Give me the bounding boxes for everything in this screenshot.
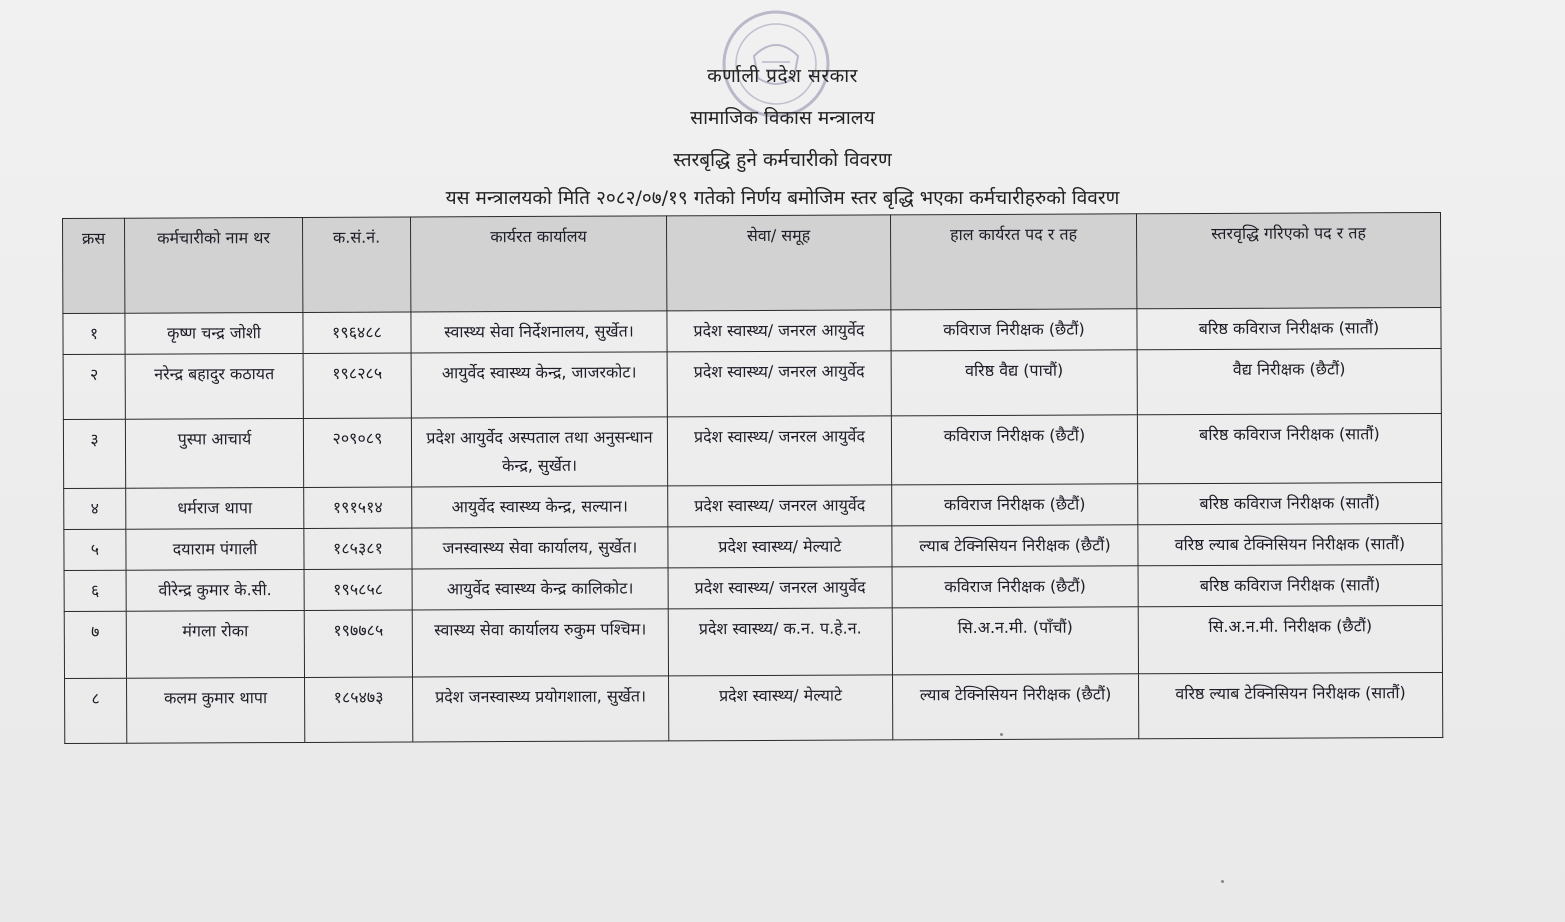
cell-name: कलम कुमार थापा: [127, 677, 305, 743]
cell-service-group: प्रदेश स्वास्थ्य/ जनरल आयुर्वेद: [668, 567, 892, 609]
cell-promoted-post: वैद्य निरीक्षक (छैटौं): [1137, 348, 1441, 414]
cell-promoted-post: बरिष्ठ कविराज निरीक्षक (सातौं): [1138, 482, 1442, 524]
header-ministry: सामाजिक विकास मन्त्रालय: [690, 107, 875, 129]
cell-employee-number: १८५३८१: [304, 528, 412, 569]
cell-employee-number: २०९०८९: [303, 418, 411, 487]
cell-employee-number: १९७७८५: [304, 610, 412, 677]
header-government: कर्णाली प्रदेश सरकार: [707, 65, 858, 87]
cell-service-group: प्रदेश स्वास्थ्य/ जनरल आयुर्वेद: [667, 416, 891, 486]
column-header-current-post: हाल कार्यरत पद र तह: [890, 214, 1136, 310]
table-row: [63, 307, 1441, 354]
cell-name: पुस्पा आचार्य: [125, 418, 303, 488]
cell-employee-number: १९१५१४: [304, 487, 412, 528]
table-row: [64, 482, 1442, 529]
paper-speck: [1221, 880, 1224, 883]
cell-employee-number: १९६४८८: [303, 312, 411, 353]
cell-name: दयाराम पंगाली: [126, 528, 304, 570]
table-row: [64, 564, 1442, 611]
column-header-serial: क्रस: [63, 218, 125, 313]
cell-promoted-post: वरिष्ठ ल्याब टेक्निसियन निरीक्षक (सातौं): [1138, 523, 1442, 565]
cell-serial: ८: [65, 678, 127, 743]
cell-office: आयुर्वेद स्वास्थ्य केन्द्र, सल्यान।: [412, 486, 668, 528]
cell-current-post: कविराज निरीक्षक (छैटौं): [892, 566, 1138, 608]
cell-serial: ५: [64, 529, 126, 570]
cell-office: आयुर्वेद स्वास्थ्य केन्द्र कालिकोट।: [412, 568, 668, 610]
cell-office: प्रदेश आयुर्वेद अस्पताल तथा अनुसन्धान केन्द्र, सुर्खेत।: [411, 417, 667, 487]
cell-office: स्वास्थ्य सेवा कार्यालय रुकुम पश्चिम।: [412, 609, 668, 677]
cell-service-group: प्रदेश स्वास्थ्य/ जनरल आयुर्वेद: [667, 310, 891, 352]
cell-current-post: कविराज निरीक्षक (छैटौं): [892, 484, 1138, 526]
cell-current-post: कविराज निरीक्षक (छैटौं): [891, 309, 1137, 351]
promotion-table: [62, 212, 1443, 744]
cell-serial: १: [63, 313, 125, 354]
cell-office: स्वास्थ्य सेवा निर्देशनालय, सुर्खेत।: [411, 311, 667, 353]
table-row: [63, 348, 1441, 419]
column-header-service-group: सेवा/ समूह: [666, 215, 890, 311]
cell-serial: ७: [64, 611, 126, 678]
cell-serial: ४: [64, 488, 126, 529]
cell-current-post: सि.अ.न.मी. (पाँचौं): [892, 607, 1138, 675]
cell-office: जनस्वास्थ्य सेवा कार्यालय, सुर्खेत।: [412, 527, 668, 569]
paper-speck: [1000, 733, 1003, 736]
cell-current-post: ल्याब टेक्निसियन निरीक्षक (छैटौं): [893, 674, 1139, 740]
cell-current-post: कविराज निरीक्षक (छैटौं): [891, 415, 1137, 485]
cell-employee-number: १८५४७३: [305, 677, 413, 742]
cell-service-group: प्रदेश स्वास्थ्य/ जनरल आयुर्वेद: [667, 351, 891, 417]
cell-serial: ६: [64, 570, 126, 611]
table-row: [64, 523, 1442, 570]
cell-office: प्रदेश जनस्वास्थ्य प्रयोगशाला, सुर्खेत।: [413, 676, 669, 742]
table-row: [63, 413, 1441, 488]
cell-service-group: प्रदेश स्वास्थ्य/ जनरल आयुर्वेद: [668, 485, 892, 527]
table-row: [64, 605, 1442, 678]
cell-service-group: प्रदेश स्वास्थ्य/ मेल्याटे: [669, 675, 893, 741]
column-header-employee-number: क.सं.नं.: [302, 217, 410, 312]
column-header-office: कार्यरत कार्यालय: [410, 216, 666, 312]
cell-promoted-post: बरिष्ठ कविराज निरीक्षक (सातौं): [1137, 413, 1441, 483]
table-row: [65, 672, 1443, 743]
cell-promoted-post: वरिष्ठ ल्याब टेक्निसियन निरीक्षक (सातौं): [1138, 672, 1442, 738]
cell-serial: ३: [63, 419, 125, 488]
column-header-name: कर्मचारीको नाम थर: [125, 217, 303, 313]
cell-name: कृष्ण चन्द्र जोशी: [125, 312, 303, 354]
cell-name: मंगला रोका: [126, 610, 304, 678]
column-header-promoted-post: स्तरवृद्धि गरिएको पद र तह: [1136, 212, 1440, 308]
cell-employee-number: १९८२८५: [303, 353, 411, 418]
header-title: स्तरबृद्धि हुने कर्मचारीको विवरण: [673, 149, 892, 171]
cell-serial: २: [63, 354, 125, 419]
cell-name: धर्मराज थापा: [126, 487, 304, 529]
cell-name: वीरेन्द्र कुमार के.सी.: [126, 569, 304, 611]
promotion-table-container: [62, 212, 1442, 744]
cell-promoted-post: सि.अ.न.मी. निरीक्षक (छैटौं): [1138, 605, 1442, 673]
cell-office: आयुर्वेद स्वास्थ्य केन्द्र, जाजरकोट।: [411, 352, 667, 418]
cell-current-post: ल्याब टेक्निसियन निरीक्षक (छैटौं): [892, 525, 1138, 567]
cell-name: नरेन्द्र बहादुर कठायत: [125, 353, 303, 419]
cell-promoted-post: बरिष्ठ कविराज निरीक्षक (सातौं): [1137, 307, 1441, 349]
cell-promoted-post: बरिष्ठ कविराज निरीक्षक (सातौं): [1138, 564, 1442, 606]
cell-current-post: वरिष्ठ वैद्य (पाचौं): [891, 350, 1137, 416]
table-header-row: [63, 212, 1441, 313]
cell-employee-number: १९५८५८: [304, 569, 412, 610]
cell-service-group: प्रदेश स्वास्थ्य/ क.न. प.हे.न.: [668, 608, 892, 676]
cell-service-group: प्रदेश स्वास्थ्य/ मेल्याटे: [668, 526, 892, 568]
header-description: यस मन्त्रालयको मिति २०८२/०७/१९ गतेको निर्णय बमोजिम स्तर बृद्धि भएका कर्मचारीहरुको विवरण: [445, 187, 1120, 209]
